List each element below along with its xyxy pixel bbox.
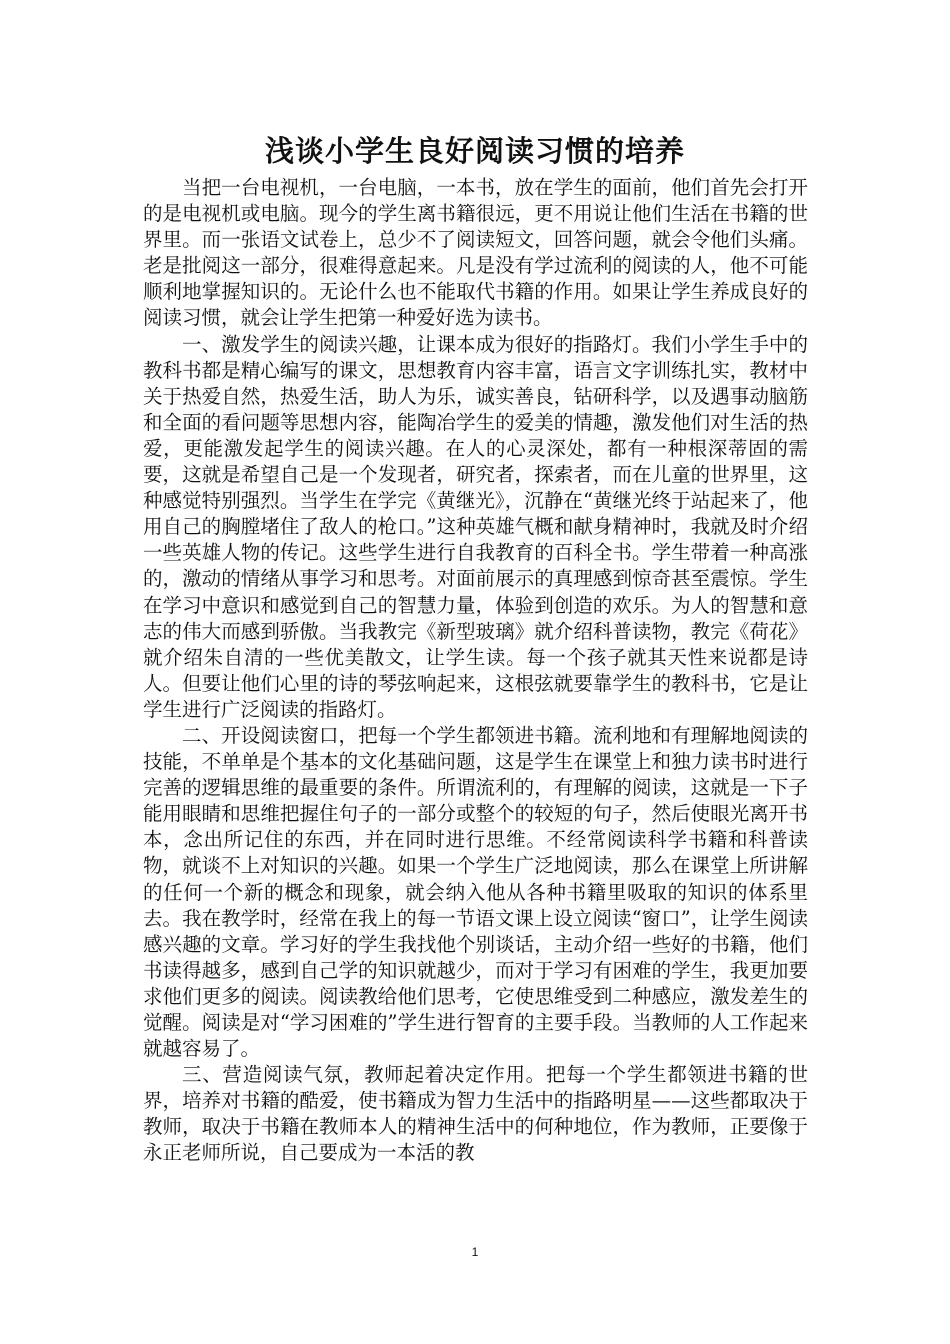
section-three-paragraph: 三、营造阅读气氛，教师起着决定作用。把每一个学生都领进书籍的世界，培养对书籍的酷爱，使书籍成为智力生活中的指路明星——这些都取决于教师，取决于书籍在教师本人的精神生活中的何种地位，作为教师，正要像于永正老师所说，自己要成为一本活的教: [143, 1063, 808, 1165]
section-one-paragraph: 一、激发学生的阅读兴趣，让课本成为很好的指路灯。我们小学生手中的教科书都是精心编写的课文，思想教育内容丰富，语言文字训练扎实，教材中关于热爱自然，热爱生活，助人为乐，诚实善良，钻研科学，以及遇事动脑筋和全面的看问题等思想内容，能陶冶学生的爱美的情趣，激发他们对生活的热爱，更能激发起学生的阅读兴趣。在人的心灵深处，都有一种根深蒂固的需要，这就是希望自己是一个发现者，研究者，探索者，而在儿童的世界里，这种感觉特别强烈。当学生在学完《黄继光》，沉静在“黄继光终于站起来了，他用自己的胸膛堵住了敌人的枪口。”这种英雄气概和献身精神时，我就及时介绍一些英雄人物的传记。这些学生进行自我教育的百科全书。学生带着一种高涨的，激动的情绪从事学习和思考。对面前展示的真理感到惊奇甚至震惊。学生在学习中意识和感觉到自己的智慧力量，体验到创造的欢乐。为人的智慧和意志的伟大而感到骄傲。当我教完《新型玻璃》就介绍科普读物，教完《荷花》就介绍朱自清的一些优美散文，让学生读。每一个孩子就其天性来说都是诗人。但要让他们心里的诗的琴弦响起来，这根弦就要靠学生的教科书，它是让学生进行广泛阅读的指路灯。: [143, 332, 808, 721]
document-body: [143, 175, 808, 1167]
section-two-paragraph: 二、开设阅读窗口，把每一个学生都领进书籍。流利地和有理解地阅读的技能，不单单是个基本的文化基础问题，这是学生在课堂上和独力读书时进行完善的逻辑思维的最重要的条件。所谓流利的，有理解的阅读，这就是一下子能用眼睛和思维把握住句子的一部分或整个的较短的句子，然后使眼光离开书本，念出所记住的东西，并在同时进行思维。不经常阅读科学书籍和科普读物，就谈不上对知识的兴趣。如果一个学生广泛地阅读，那么在课堂上所讲解的任何一个新的概念和现象，就会纳入他从各种书籍里吸取的知识的体系里去。我在教学时，经常在我上的每一节语文课上设立阅读“窗口”，让学生阅读感兴趣的文章。学习好的学生我找他个别谈话，主动介绍一些好的书籍，他们书读得越多，感到自己学的知识就越少，而对于学习有困难的学生，我更加要求他们更多的阅读。阅读教给他们思考，它使思维受到二种感应，激发差生的觉醒。阅读是对“学习困难的”学生进行智育的主要手段。当教师的人工作起来就越容易了。: [143, 723, 808, 1061]
intro-paragraph: 当把一台电视机，一台电脑，一本书，放在学生的面前，他们首先会打开的是电视机或电脑。现今的学生离书籍很远，更不用说让他们生活在书籍的世界里。而一张语文试卷上，总少不了阅读短文，回答问题，就会令他们头痛。老是批阅这一部分，很难得意起来。凡是没有学过流利的阅读的人，他不可能顺利地掌握知识的。无论什么也不能取代书籍的作用。如果让学生养成良好的阅读习惯，就会让学生把第一种爱好选为读书。: [143, 176, 808, 330]
document-title: 浅谈小学生良好阅读习惯的培养: [264, 134, 685, 168]
page-number: 1: [471, 1245, 479, 1259]
